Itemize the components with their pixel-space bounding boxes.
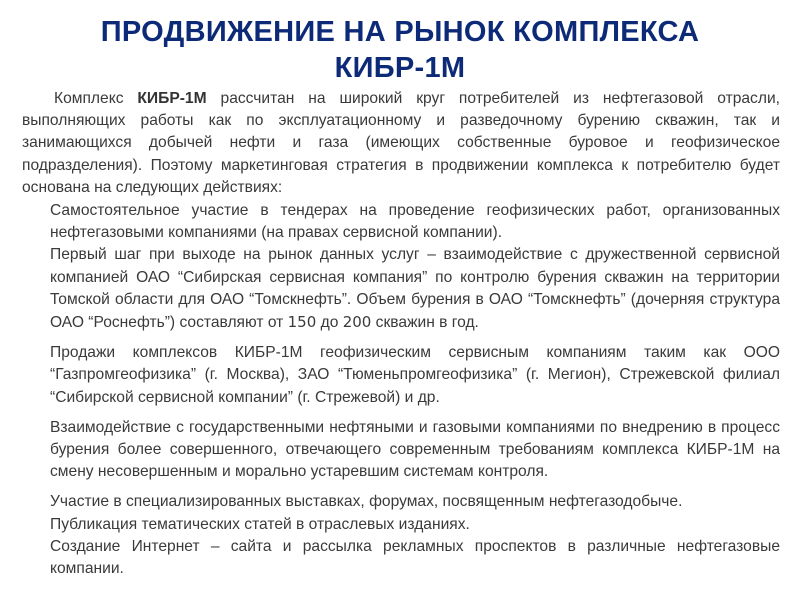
intro-text: рассчитан на широкий круг потребителей из нефтегазовой отрасли, выполняющих работы как по эксплуатационному и разведочному бурению скважин, так и занимающихся добычей нефти и газа (имеющих собственные буровое и геофизическое подразделения). Поэтому маркетинговая стратегия в продвижении комплекса к потребителю будет основана на следующих действиях: xyxy=(22,90,780,196)
action-item-first-step xyxy=(22,244,780,334)
slide-title-line-2: КИБР-1М xyxy=(334,52,466,84)
action-item-text: Создание Интернет – сайта и рассылка рекламных проспектов в различные нефтегазовые компании. xyxy=(50,537,780,578)
slide-body xyxy=(22,88,780,580)
action-item-text-mid: до xyxy=(316,314,343,332)
action-item-text: Продажи комплексов КИБР-1М геофизическим сервисным компаниям таким как ООО “Газпромгеофизика” (г. Москва), ЗАО “Тюменьпромгеофизика” (г. Мегион), Стрежевской филиал “Сибирской сервисной компании” (г. Стрежевой) и др. xyxy=(50,344,780,406)
intro-prefix: Комплекс xyxy=(54,90,138,107)
action-item-tenders xyxy=(22,200,780,244)
action-item-state-companies xyxy=(22,417,780,484)
action-item-text: Первый шаг при выходе на рынок данных услуг – взаимодействие с дружественной сервисной компанией ОАО “Сибирская сервисная компания” по контролю бурения скважин на территории Томской области для ОАО “Томскнефть”. Объем бурения в ОАО “Томскнефть” (дочерняя структура ОАО “Роснефть”) составляют от xyxy=(50,246,780,332)
slide-title-line-1: ПРОДВИЖЕНИЕ НА РЫНОК КОМПЛЕКСА xyxy=(100,16,700,48)
slide-title xyxy=(0,14,800,86)
intro-paragraph xyxy=(22,88,780,199)
intro-product-name: КИБР-1М xyxy=(137,90,207,107)
drilling-volume-max: 200 xyxy=(342,313,372,332)
drilling-volume-min: 150 xyxy=(287,313,317,332)
action-item-text-end: скважин в год. xyxy=(371,314,479,332)
action-item-exhibitions xyxy=(22,491,780,513)
action-item-text: Участие в специализированных выставках, форумах, посвященным нефтегазодобыче. xyxy=(50,493,683,511)
action-list xyxy=(22,200,780,580)
action-item-internet xyxy=(22,536,780,580)
action-item-text: Самостоятельное участие в тендерах на проведение геофизических работ, организованных нефтегазовыми компаниями (на правах сервисной компании). xyxy=(50,202,780,242)
action-item-publications xyxy=(22,514,780,536)
action-item-text: Взаимодействие с государственными нефтяными и газовыми компаниями по внедрению в процесс бурения более совершенного, отвечающего современным требованиям комплекса КИБР-1М на смену несовершенным и морально устаревшим системам контроля. xyxy=(50,418,780,481)
action-item-sales xyxy=(22,342,780,409)
action-item-text: Публикация тематических статей в отраслевых изданиях. xyxy=(50,515,470,533)
